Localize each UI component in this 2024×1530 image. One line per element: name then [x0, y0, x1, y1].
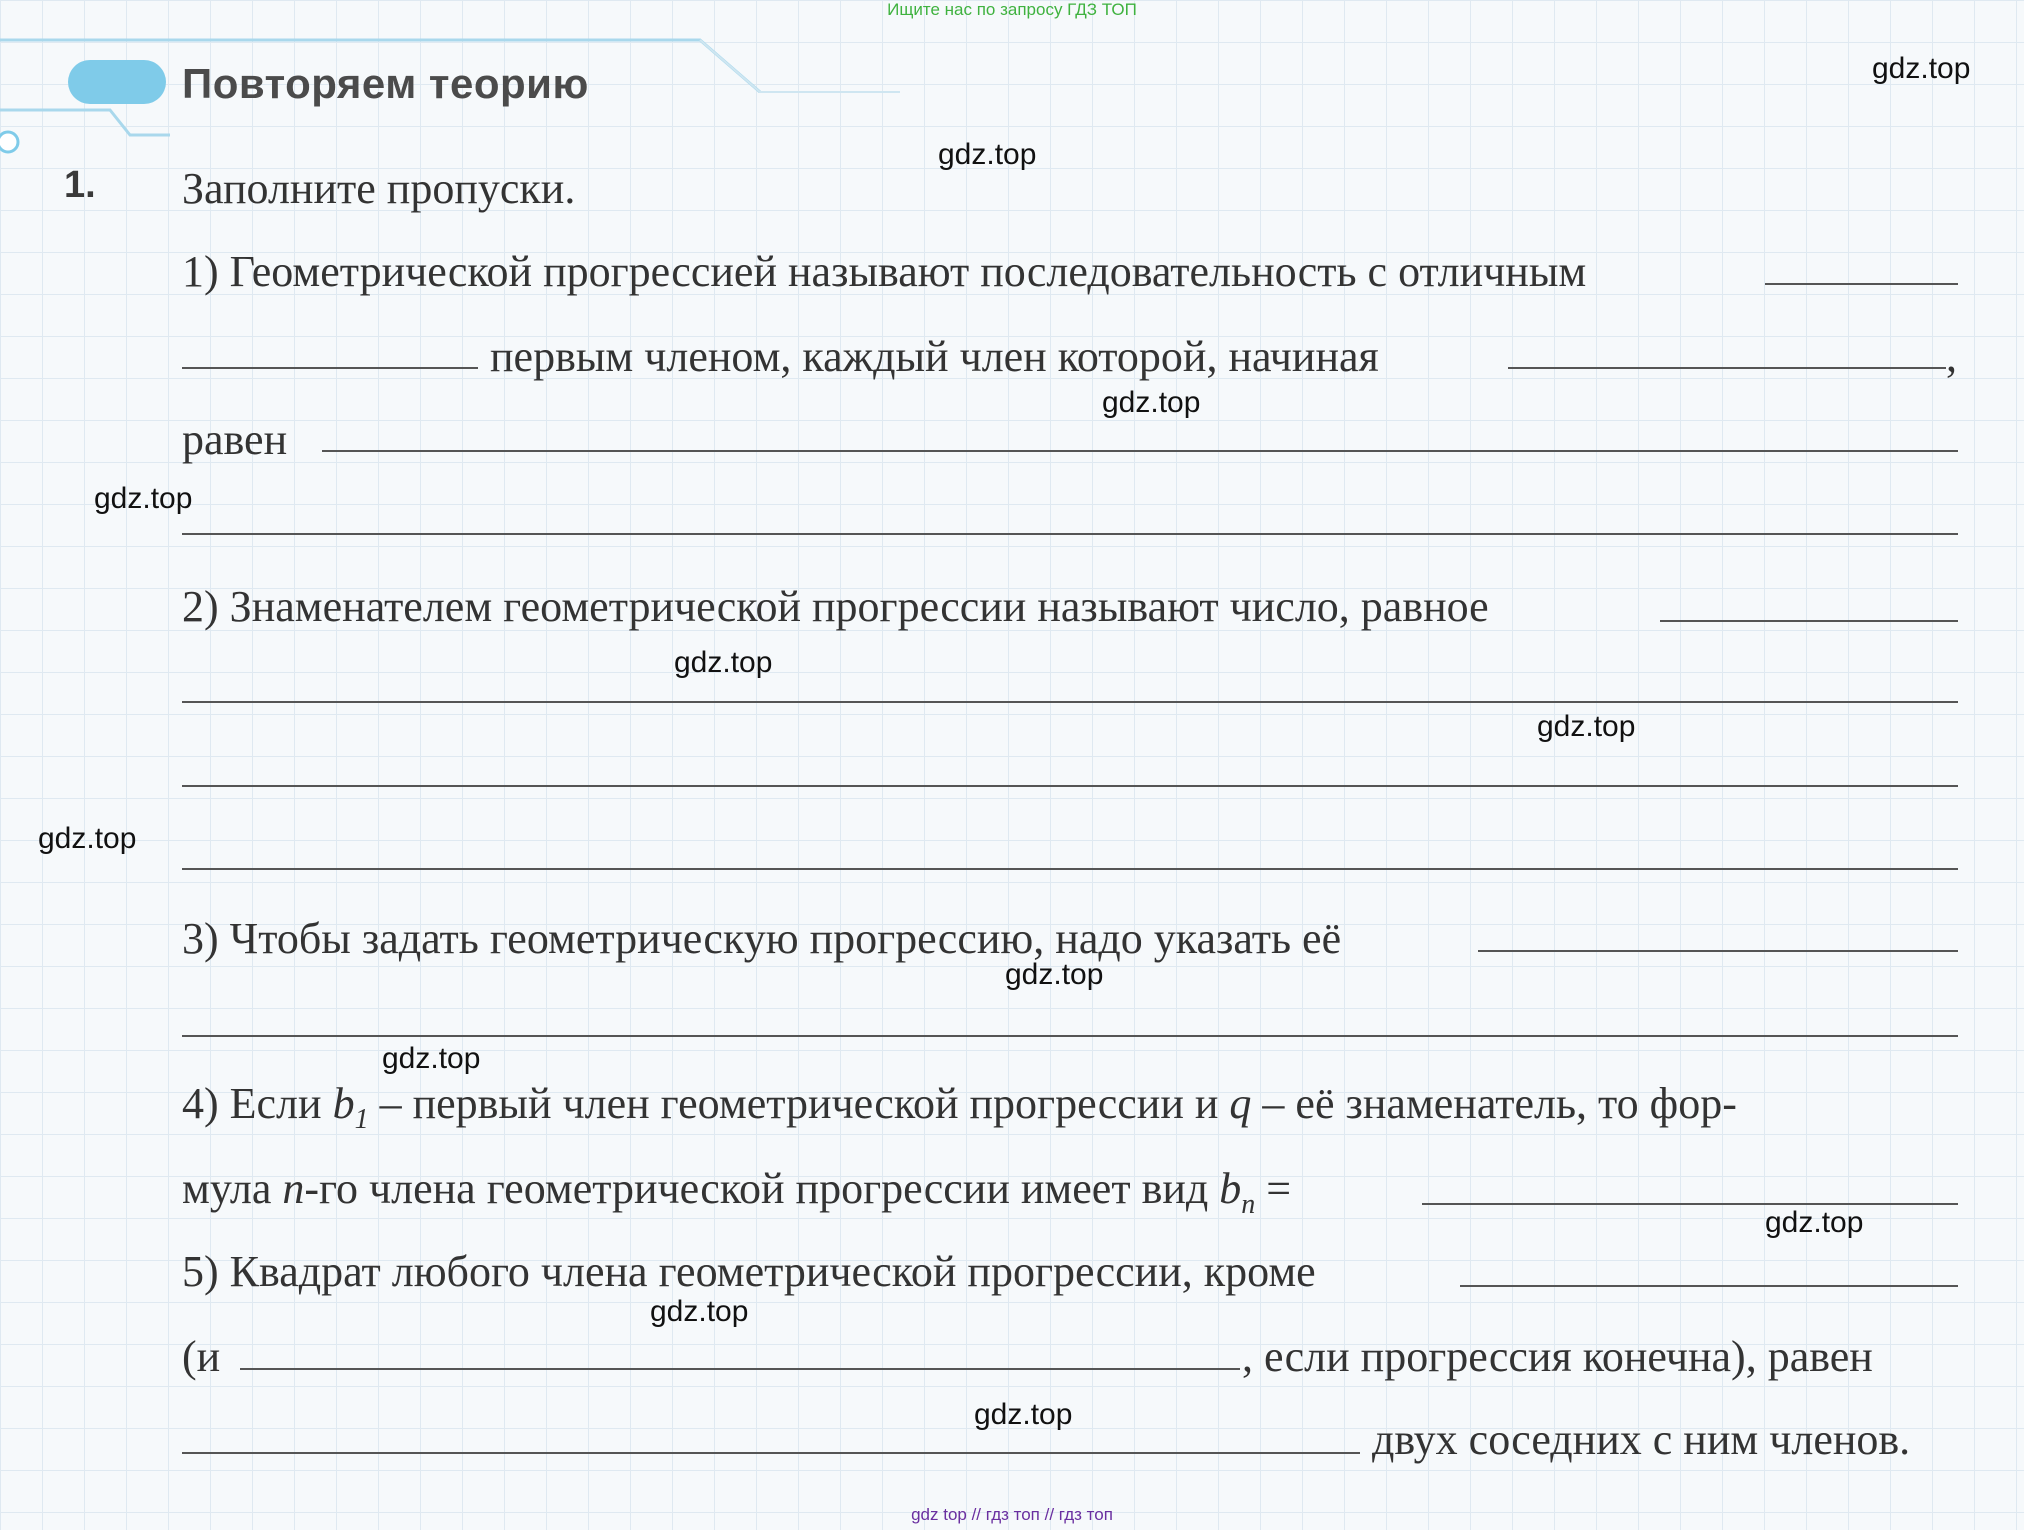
item4-b1: $b_1$	[332, 1079, 369, 1135]
blank-1d[interactable]	[322, 450, 1958, 452]
watermark: gdz.top	[650, 1295, 749, 1328]
item4-bn: $b_n$	[1219, 1164, 1256, 1220]
watermark: gdz.top	[674, 646, 773, 679]
watermark: gdz.top	[938, 138, 1037, 171]
item1-line2: первым членом, каждый член которой, начиная	[490, 332, 1379, 381]
blank-2d[interactable]	[182, 868, 1958, 870]
blank-5c[interactable]	[182, 1452, 1360, 1454]
bottom-promo-text[interactable]: gdz top // гдз топ // гдз топ	[911, 1505, 1113, 1524]
blank-1b[interactable]	[182, 367, 478, 369]
item1-comma: ,	[1946, 332, 1957, 381]
blank-5b[interactable]	[240, 1368, 1240, 1370]
task-instruction: Заполните пропуски.	[182, 164, 576, 213]
blank-3a[interactable]	[1478, 950, 1958, 952]
watermark: gdz.top	[974, 1398, 1073, 1431]
item4-n: n	[282, 1164, 305, 1213]
watermark: gdz.top	[38, 822, 137, 855]
item5-line3: двух соседних с ним членов.	[1372, 1415, 1911, 1464]
blank-3b[interactable]	[182, 1035, 1958, 1037]
blank-2b[interactable]	[182, 701, 1958, 703]
blank-1c[interactable]	[1508, 367, 1946, 369]
watermark: gdz.top	[1872, 52, 1971, 85]
item4-line1	[182, 1077, 1737, 1147]
item4-end: – её знаменатель, то фор-	[1262, 1079, 1737, 1128]
watermark: gdz.top	[1102, 386, 1201, 419]
item4-eq: =	[1266, 1164, 1292, 1213]
item5-line2-a: (и	[182, 1332, 221, 1381]
watermark: gdz.top	[1765, 1206, 1864, 1239]
item5-line1: 5) Квадрат любого члена геометрической прогрессии, кроме	[182, 1247, 1316, 1296]
item3-line1: 3) Чтобы задать геометрическую прогрессию, надо указать её	[182, 914, 1342, 963]
item4-prefix: 4) Если	[182, 1079, 322, 1128]
item1-line1: 1) Геометрической прогрессией называют последовательность с отличным	[182, 247, 1587, 296]
blank-1a[interactable]	[1765, 283, 1958, 285]
item5-line2-b: , если прогрессия конечна), равен	[1242, 1332, 1873, 1381]
item2-line1: 2) Знаменателем геометрической прогрессии называют число, равное	[182, 582, 1489, 631]
watermark: gdz.top	[1537, 710, 1636, 743]
blank-2c[interactable]	[182, 785, 1958, 787]
watermark: gdz.top	[1005, 958, 1104, 991]
item4-q: q	[1229, 1079, 1252, 1128]
blank-2a[interactable]	[1660, 620, 1958, 622]
item1-line3: равен	[182, 415, 288, 464]
section-pill-icon	[68, 60, 166, 104]
blank-5a[interactable]	[1460, 1285, 1958, 1287]
watermark: gdz.top	[382, 1042, 481, 1075]
item4-line2	[182, 1162, 1291, 1232]
task-number: 1.	[64, 164, 96, 206]
section-title: Повторяем теорию	[182, 60, 589, 107]
blank-4a[interactable]	[1422, 1203, 1958, 1205]
item4-line2-a: мула	[182, 1164, 272, 1213]
watermark: gdz.top	[94, 482, 193, 515]
item4-mid: – первый член геометрической прогрессии и	[379, 1079, 1219, 1128]
item4-line2-b: -го члена геометрической прогрессии имеет вид	[304, 1164, 1209, 1213]
top-promo-text[interactable]: Ищите нас по запросу ГДЗ ТОП	[887, 0, 1137, 19]
blank-1e[interactable]	[182, 533, 1958, 535]
